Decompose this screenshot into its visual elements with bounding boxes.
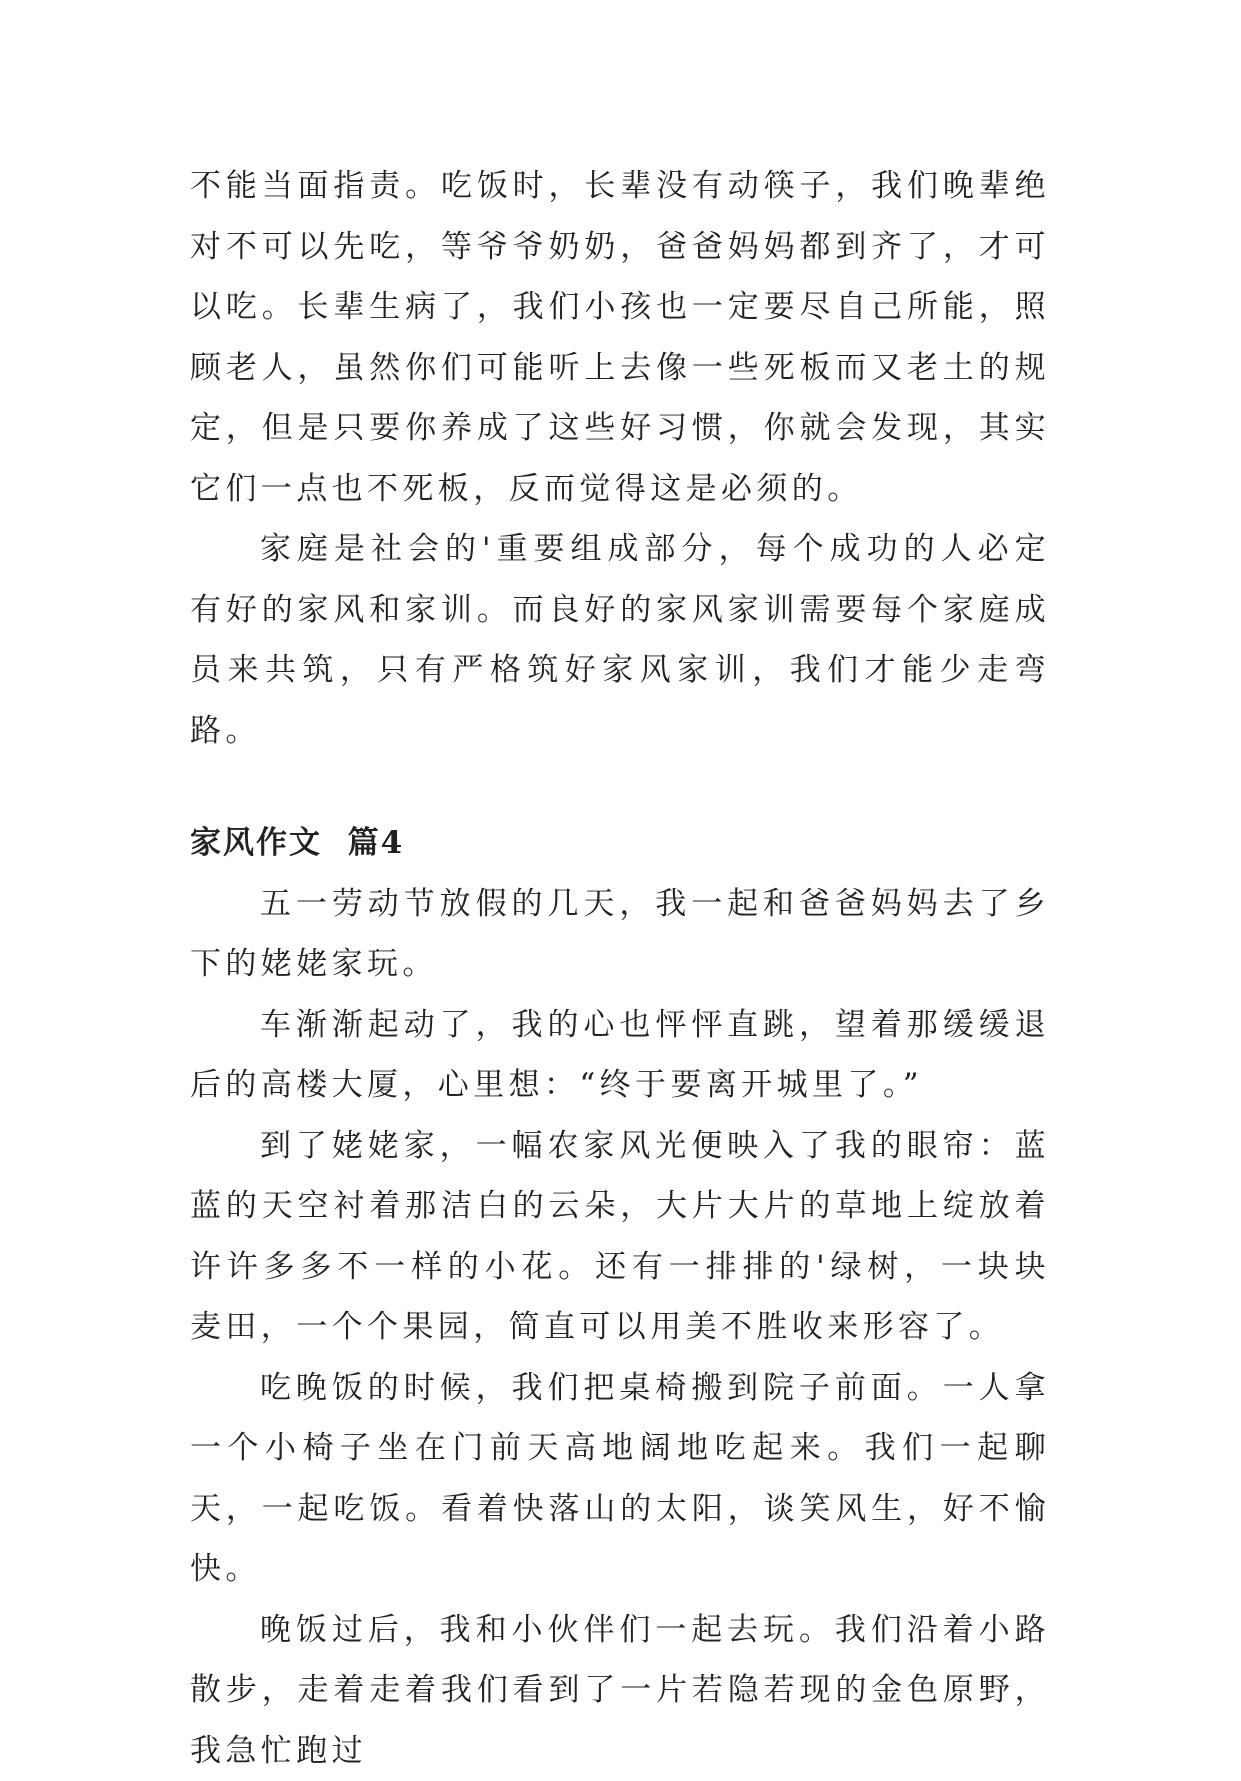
section-heading: 家风作文 篇4 [190, 813, 1050, 874]
paragraph-may-day: 五一劳动节放假的几天，我一起和爸爸妈妈去了乡下的姥姥家玩。 [190, 874, 1050, 995]
paragraph-family-society: 家庭是社会的'重要组成部分，每个成功的人必定有好的家风和家训。而良好的家风家训需要每个家庭成员来共筑，只有严格筑好家风家训，我们才能少走弯路。 [190, 519, 1050, 761]
paragraph-countryside-scene: 到了姥姥家，一幅农家风光便映入了我的眼帘：蓝蓝的天空衬着那洁白的云朵，大片大片的草地上绽放着许许多多不一样的小花。还有一排排的'绿树，一块块麦田，一个个果园，简直可以用美不胜收来形容了。 [190, 1116, 1050, 1358]
paragraph-continued: 不能当面指责。吃饭时，长辈没有动筷子，我们晚辈绝对不可以先吃，等爷爷奶奶，爸爸妈妈都到齐了，才可以吃。长辈生病了，我们小孩也一定要尽自己所能，照顾老人，虽然你们可能听上去像一些死板而又老土的规定，但是只要你养成了这些好习惯，你就会发现，其实它们一点也不死板，反而觉得这是必须的。 [190, 156, 1050, 519]
paragraph-car-leaving: 车渐渐起动了，我的心也怦怦直跳，望着那缓缓退后的高楼大厦，心里想：“终于要离开城里了。” [190, 995, 1050, 1116]
paragraph-after-dinner: 晚饭过后，我和小伙伴们一起去玩。我们沿着小路散步，走着走着我们看到了一片若隐若现的金色原野，我急忙跑过 [190, 1600, 1050, 1781]
paragraph-dinner: 吃晚饭的时候，我们把桌椅搬到院子前面。一人拿一个小椅子坐在门前天高地阔地吃起来。我们一起聊天，一起吃饭。看着快落山的太阳，谈笑风生，好不愉快。 [190, 1358, 1050, 1600]
document-page [190, 156, 1050, 1781]
